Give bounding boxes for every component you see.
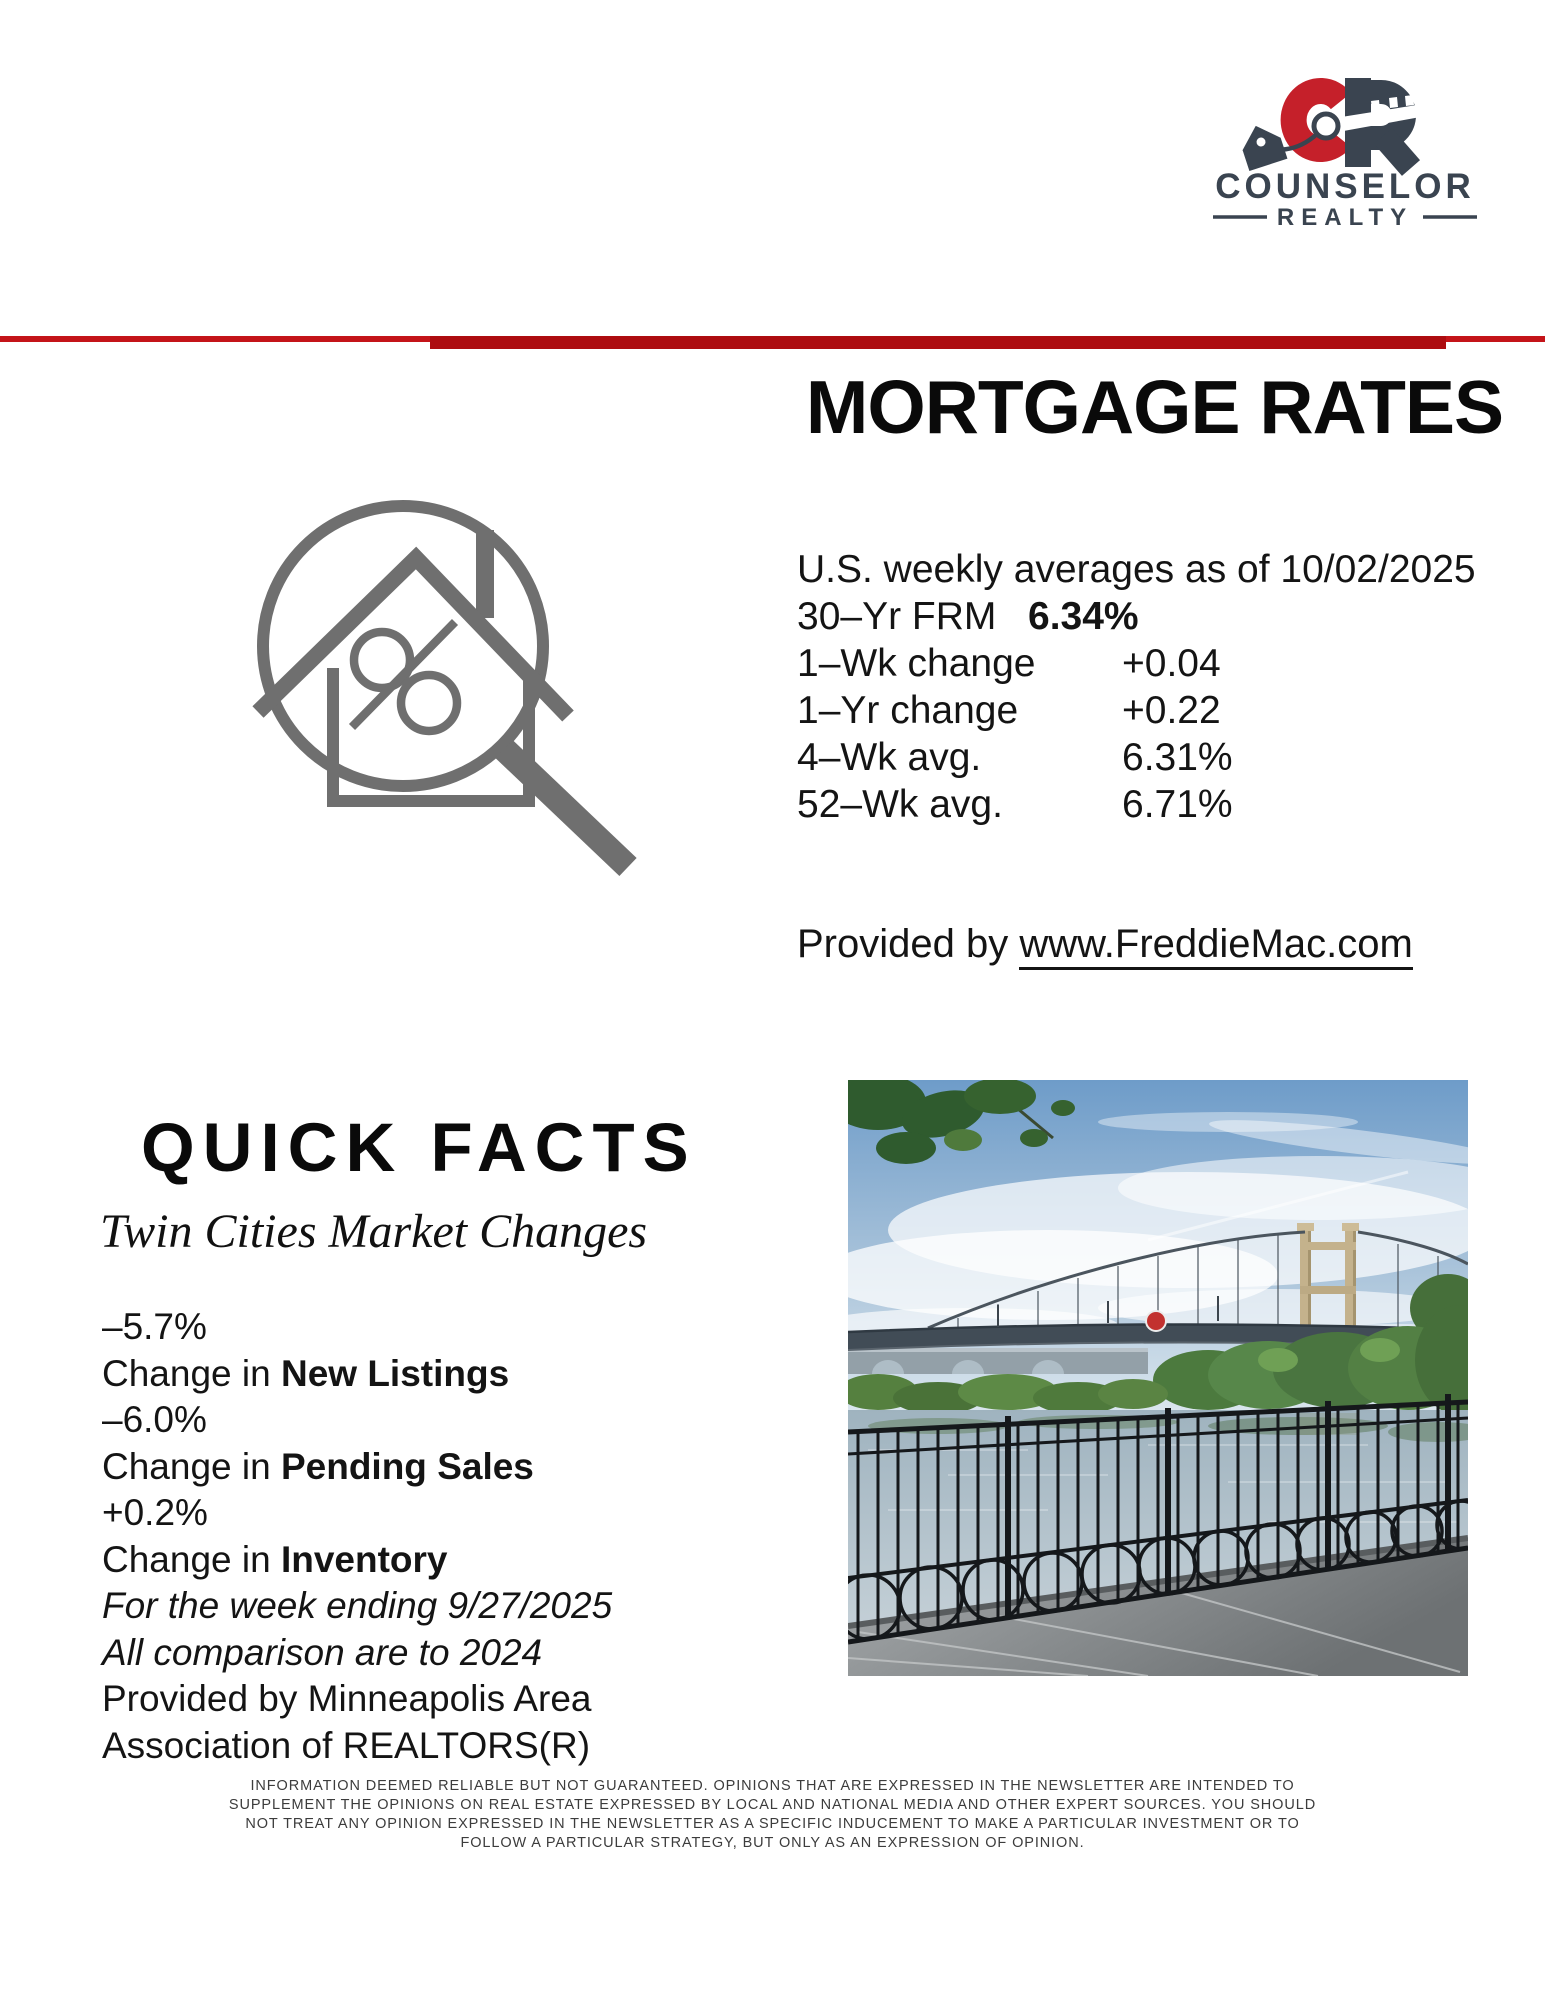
rate-label: 30–Yr FRM — [797, 595, 997, 638]
rate-value: 6.31% — [1122, 736, 1233, 779]
rate-row — [797, 734, 1517, 781]
logo-name: COUNSELOR — [1215, 167, 1475, 206]
fact-label-prefix: Change in — [102, 1445, 281, 1487]
red-sign — [1145, 1310, 1167, 1332]
rate-row — [797, 687, 1517, 734]
fact-source-line2: Association of REALTORS(R) — [102, 1724, 591, 1766]
fact-value: +0.2% — [102, 1492, 208, 1533]
fact-label — [102, 1444, 612, 1491]
house-tag-icon — [1237, 120, 1288, 171]
fact-note-week: For the week ending 9/27/2025 — [102, 1585, 613, 1626]
fact-label-bold: Pending Sales — [280, 1445, 534, 1487]
fact-label — [102, 1351, 612, 1398]
rates-intro: U.S. weekly averages as of 10/02/2025 — [797, 548, 1476, 591]
freddiemac-link[interactable]: www.FreddieMac.com — [1019, 922, 1412, 970]
logo-subname: REALTY — [1276, 204, 1414, 231]
divider-line-thick — [430, 336, 1446, 349]
fact-note-comparison: All comparison are to 2024 — [102, 1631, 543, 1673]
rate-value: +0.22 — [1122, 689, 1221, 732]
rate-value: 6.34% — [1028, 595, 1139, 638]
rate-label: 52–Wk avg. — [797, 783, 1003, 826]
fact-label-prefix: Change in — [102, 1538, 281, 1580]
fact-value: –5.7% — [102, 1306, 207, 1347]
rate-label: 1–Wk change — [797, 642, 1036, 685]
rate-row — [797, 781, 1517, 828]
fact-value: –6.0% — [102, 1399, 207, 1440]
arch-bridge — [848, 1348, 1148, 1374]
counselor-realty-logo — [1205, 62, 1505, 237]
quick-facts-title: QUICK FACTS — [141, 1109, 697, 1186]
fact-label-bold: Inventory — [280, 1538, 448, 1580]
fact-label — [102, 1537, 612, 1584]
rate-row — [797, 593, 1517, 640]
mortgage-rates-block — [797, 546, 1517, 828]
house-percent-magnifier-icon — [230, 470, 650, 890]
rate-label: 4–Wk avg. — [797, 736, 982, 779]
riverside-bridge-photo — [848, 1080, 1468, 1676]
quick-facts-block — [102, 1304, 612, 1769]
rates-source-line — [797, 922, 1413, 967]
disclaimer-text: INFORMATION DEEMED RELIABLE BUT NOT GUARANTEED. OPINIONS THAT ARE EXPRESSED IN THE NEWSLETTER ARE INTENDED TO SUPPLEMENT THE OPINIONS ON REAL ESTATE EXPRESSED BY LOCAL AND NATIONAL MEDIA AND OTHER EXPERT SOURCES. YOU SHOULD NOT TREAT ANY OPINION EXPRESSED IN THE NEWSLETTER AS A SPECIFIC INDUCEMENT TO MAKE A PARTICULAR INVESTMENT OR TO FOLLOW A PARTICULAR STRATEGY, BUT ONLY AS AN EXPRESSION OF OPINION. — [228, 1778, 1317, 1851]
rate-value: +0.04 — [1122, 642, 1221, 685]
rate-row — [797, 640, 1517, 687]
fact-label-bold: New Listings — [280, 1352, 510, 1394]
rate-label: 1–Yr change — [797, 689, 1019, 732]
mortgage-rates-title: MORTGAGE RATES — [805, 365, 1503, 449]
rate-value: 6.71% — [1122, 783, 1233, 826]
rates-source-prefix: Provided by — [797, 922, 1020, 966]
quick-facts-subtitle: Twin Cities Market Changes — [100, 1205, 648, 1258]
fact-source-line1: Provided by Minneapolis Area — [102, 1678, 592, 1719]
fact-label-prefix: Change in — [102, 1352, 281, 1394]
